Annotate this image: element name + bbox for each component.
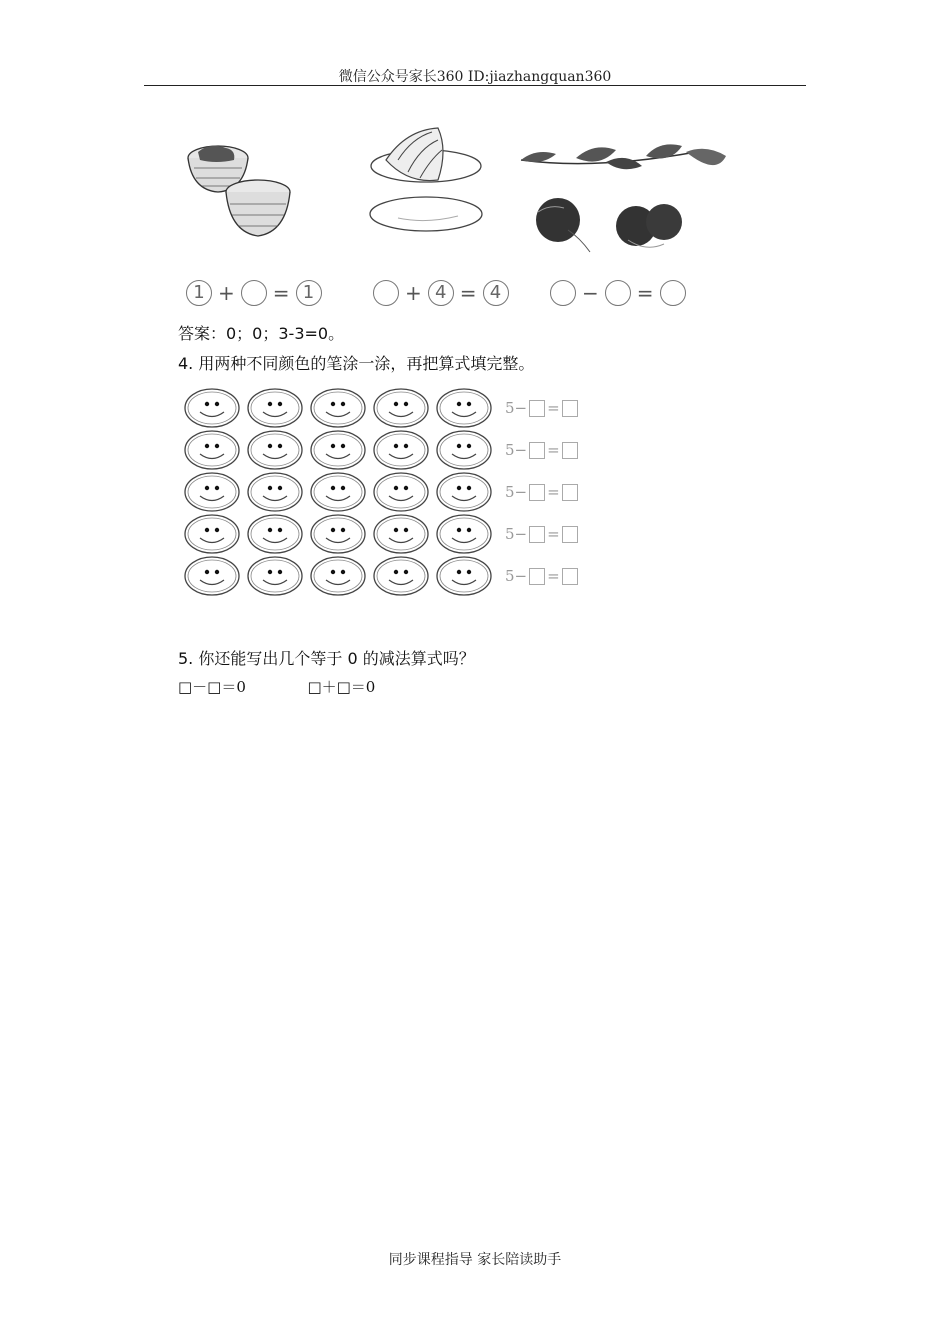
eye-dot bbox=[394, 486, 398, 490]
eye-dot bbox=[457, 570, 461, 574]
question-4-text: 4. 用两种不同颜色的笔涂一涂，再把算式填完整。 bbox=[178, 354, 535, 373]
bananas-plates-illustration bbox=[370, 128, 482, 231]
eye-dot bbox=[268, 528, 272, 532]
eye-dot bbox=[205, 486, 209, 490]
equals-sign: = bbox=[547, 567, 560, 585]
smiley-face[interactable] bbox=[374, 431, 428, 469]
eye-dot bbox=[341, 570, 345, 574]
eye-dot bbox=[215, 528, 219, 532]
eye-dot bbox=[268, 570, 272, 574]
smiley-face[interactable] bbox=[311, 431, 365, 469]
eye-dot bbox=[341, 528, 345, 532]
smiley-face[interactable] bbox=[185, 473, 239, 511]
eye-dot bbox=[394, 402, 398, 406]
fill-equation bbox=[505, 397, 580, 419]
eye-dot bbox=[467, 486, 471, 490]
smiley-face[interactable] bbox=[311, 389, 365, 427]
eye-dot bbox=[404, 570, 408, 574]
minus-sign: − bbox=[514, 441, 528, 459]
plus-sign: + bbox=[218, 281, 235, 305]
eye-dot bbox=[457, 528, 461, 532]
equation-bananas bbox=[373, 278, 509, 308]
minus-sign: − bbox=[514, 399, 528, 417]
baskets-illustration bbox=[188, 146, 290, 236]
eye-dot bbox=[394, 528, 398, 532]
eye-dot bbox=[278, 570, 282, 574]
equals-sign: = bbox=[272, 281, 290, 305]
eye-dot bbox=[331, 402, 335, 406]
smiley-face[interactable] bbox=[311, 515, 365, 553]
plus-sign: + bbox=[405, 281, 422, 305]
eye-dot bbox=[331, 486, 335, 490]
fill-equation bbox=[505, 565, 580, 587]
circled-number: 4 bbox=[428, 280, 454, 306]
smiley-face[interactable] bbox=[374, 557, 428, 595]
smiley-face[interactable] bbox=[374, 473, 428, 511]
smiley-face[interactable] bbox=[185, 431, 239, 469]
eye-dot bbox=[404, 486, 408, 490]
answer-text: 答案：0；0；3-3=0。 bbox=[178, 324, 345, 343]
answer-circle[interactable] bbox=[373, 280, 399, 306]
answer-box[interactable] bbox=[562, 484, 578, 501]
smiley-face[interactable] bbox=[374, 389, 428, 427]
header-divider bbox=[144, 85, 806, 86]
eye-dot bbox=[341, 486, 345, 490]
eye-dot bbox=[404, 528, 408, 532]
eye-dot bbox=[215, 402, 219, 406]
equals-sign: = bbox=[547, 441, 560, 459]
question-5-expressions bbox=[178, 676, 375, 697]
answer-box[interactable] bbox=[562, 442, 578, 459]
equals-sign: = bbox=[636, 281, 654, 305]
eye-dot bbox=[215, 444, 219, 448]
eye-dot bbox=[205, 570, 209, 574]
addition-expression: □＋□＝0 bbox=[307, 678, 376, 696]
smiley-face[interactable] bbox=[248, 515, 302, 553]
eye-dot bbox=[404, 444, 408, 448]
answer-box[interactable] bbox=[562, 568, 578, 585]
eye-dot bbox=[205, 528, 209, 532]
smiley-face[interactable] bbox=[185, 515, 239, 553]
eye-dot bbox=[268, 402, 272, 406]
fill-equation bbox=[505, 439, 580, 461]
minuend: 5 bbox=[505, 525, 515, 543]
eye-dot bbox=[404, 402, 408, 406]
fill-equation bbox=[505, 523, 580, 545]
fill-equation bbox=[505, 481, 580, 503]
answer-box[interactable] bbox=[529, 442, 545, 459]
eye-dot bbox=[278, 402, 282, 406]
smiley-face[interactable] bbox=[437, 557, 491, 595]
answer-box[interactable] bbox=[562, 400, 578, 417]
eye-dot bbox=[457, 402, 461, 406]
eye-dot bbox=[268, 444, 272, 448]
smiley-face[interactable] bbox=[185, 557, 239, 595]
eye-dot bbox=[394, 444, 398, 448]
equals-sign: = bbox=[547, 399, 560, 417]
eye-dot bbox=[467, 444, 471, 448]
circled-number: 4 bbox=[483, 280, 509, 306]
equation-persimmons bbox=[550, 278, 686, 308]
minuend: 5 bbox=[505, 441, 515, 459]
smiley-face[interactable] bbox=[437, 431, 491, 469]
eye-dot bbox=[215, 486, 219, 490]
smiley-face[interactable] bbox=[311, 473, 365, 511]
answer-box[interactable] bbox=[529, 526, 545, 543]
minuend: 5 bbox=[505, 399, 515, 417]
page-header: 微信公众号家长360 ID:jiazhangquan360 bbox=[338, 69, 612, 85]
minus-sign: − bbox=[514, 525, 528, 543]
smiley-face[interactable] bbox=[437, 515, 491, 553]
minus-sign: − bbox=[514, 483, 528, 501]
eye-dot bbox=[331, 570, 335, 574]
answer-circle[interactable] bbox=[241, 280, 267, 306]
smiley-face[interactable] bbox=[311, 557, 365, 595]
equals-sign: = bbox=[547, 483, 560, 501]
eye-dot bbox=[205, 402, 209, 406]
smiley-face[interactable] bbox=[185, 389, 239, 427]
eye-dot bbox=[331, 444, 335, 448]
eye-dot bbox=[278, 486, 282, 490]
smiley-face[interactable] bbox=[248, 557, 302, 595]
answer-circle[interactable] bbox=[550, 280, 576, 306]
equation-baskets bbox=[186, 278, 322, 308]
question-5-text: 5. 你还能写出几个等于 0 的减法算式吗？ bbox=[178, 649, 475, 668]
minus-sign: − bbox=[582, 281, 599, 305]
answer-circle[interactable] bbox=[605, 280, 631, 306]
eye-dot bbox=[205, 444, 209, 448]
smiley-face[interactable] bbox=[437, 389, 491, 427]
minuend: 5 bbox=[505, 483, 515, 501]
eye-dot bbox=[215, 570, 219, 574]
page-footer: 同步课程指导 家长陪读助手 bbox=[388, 1252, 562, 1268]
eye-dot bbox=[457, 486, 461, 490]
subtraction-expression: □－□＝0 bbox=[178, 678, 246, 696]
eye-dot bbox=[341, 444, 345, 448]
smiley-face[interactable] bbox=[437, 473, 491, 511]
minuend: 5 bbox=[505, 567, 515, 585]
eye-dot bbox=[278, 444, 282, 448]
circled-number: 1 bbox=[296, 280, 322, 306]
answer-box[interactable] bbox=[562, 526, 578, 543]
smiley-face[interactable] bbox=[248, 431, 302, 469]
smiley-face[interactable] bbox=[248, 473, 302, 511]
eye-dot bbox=[268, 486, 272, 490]
eye-dot bbox=[467, 402, 471, 406]
eye-dot bbox=[457, 444, 461, 448]
answer-box[interactable] bbox=[529, 400, 545, 417]
eye-dot bbox=[467, 528, 471, 532]
eye-dot bbox=[394, 570, 398, 574]
smiley-face[interactable] bbox=[374, 515, 428, 553]
answer-box[interactable] bbox=[529, 568, 545, 585]
eye-dot bbox=[467, 570, 471, 574]
eye-dot bbox=[278, 528, 282, 532]
equals-sign: = bbox=[459, 281, 477, 305]
answer-box[interactable] bbox=[529, 484, 545, 501]
smiley-face[interactable] bbox=[248, 389, 302, 427]
answer-circle[interactable] bbox=[660, 280, 686, 306]
circled-number: 1 bbox=[186, 280, 212, 306]
eye-dot bbox=[331, 528, 335, 532]
persimmons-illustration bbox=[521, 144, 726, 252]
minus-sign: − bbox=[514, 567, 528, 585]
eye-dot bbox=[341, 402, 345, 406]
equals-sign: = bbox=[547, 525, 560, 543]
